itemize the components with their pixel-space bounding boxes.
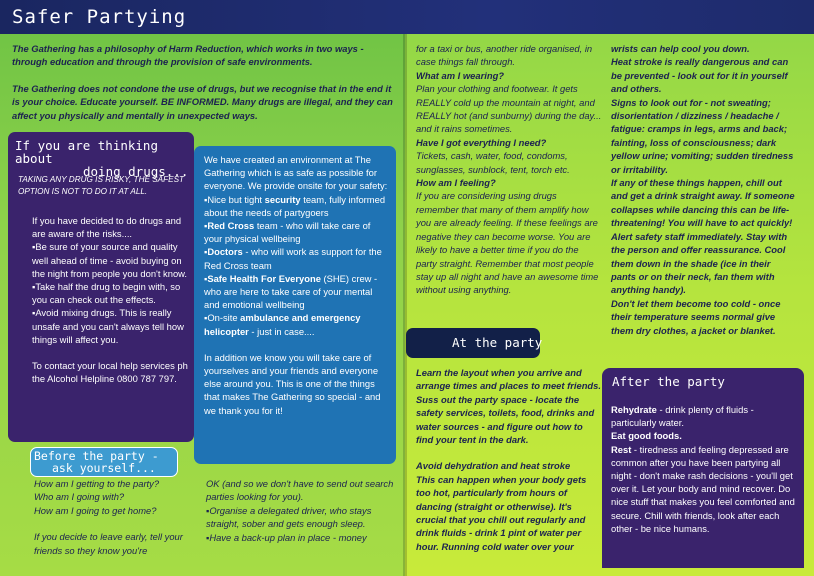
prep-p2: Tickets, cash, water, food, condoms, sunglasses, sunblock, tent, torch etc. bbox=[416, 150, 570, 175]
before-p1: If you decide to leave early, tell your friends so they know you're bbox=[34, 531, 183, 556]
intro-p2: The Gathering does not condone the use of drugs, but we recognise that in the end it is your choice. Educate yourself. BE INFORMED. Many drugs are illegal, and they can affect you physically and mentally in unexpected ways. bbox=[12, 82, 393, 121]
before-continued bbox=[206, 477, 396, 544]
intro-p1c: , which works in two ways - through education and through the provision of safe environments. bbox=[12, 43, 364, 68]
safety-s3a: ▪Doctors bbox=[204, 246, 243, 258]
at-layout-label: Learn the layout bbox=[416, 367, 489, 378]
at-layout-text: when you arrive and arrange times and places to meet friends. Suss out the party space - locate the safety services, toilets, food, drinks and water sources - and figure out how to find your tent in the dark. bbox=[416, 367, 601, 446]
at-text bbox=[416, 366, 602, 553]
intro-text bbox=[12, 42, 398, 122]
at-dehydration-label: Avoid dehydration and heat stroke bbox=[416, 460, 571, 472]
title-bar bbox=[0, 0, 814, 34]
heat-p4: Alert safety staff immediately. Stay with the person and offer reassurance. Cool them down in the shade (ice in their pants or on their neck, fan them with anything handy). bbox=[611, 230, 788, 296]
prep-p3: If you are considering using drugs remember that many of them amplify how you are already feeling. If these feelings are negative they can become worse. You are likely to have a better time if you do the party straight. Remember that most people stay up all night and have an awesome time without using anything. bbox=[416, 190, 599, 296]
before-q2: Who am I going with? bbox=[34, 491, 125, 503]
after-rehydrate-text: - drink plenty of fluids - particularly water. bbox=[611, 404, 754, 429]
heat-p2: - not sweating; disorientation / dizziness / headache / fatigue: cramps in legs, arms and back; fainting, loss of consciousness; dark yellow urine; vomiting; sudden tiredness or irritability. bbox=[611, 96, 794, 175]
heat-p0: wrists can help cool you down. bbox=[611, 43, 750, 54]
before-heading-1: Before the party - bbox=[34, 449, 159, 463]
safety-s4b: (SHE) crew - who are here to take care of your mental and emotional wellbeing bbox=[204, 272, 378, 311]
at-dehydration-end: Running cold water over your bbox=[438, 540, 574, 552]
page-fold bbox=[403, 0, 407, 576]
intro-p1a: The Gathering has a philosophy of bbox=[12, 43, 169, 54]
after-heading: After the party bbox=[612, 374, 725, 389]
prep-text bbox=[416, 42, 602, 297]
prep-h2: Have I got everything I need? bbox=[416, 136, 547, 148]
before-c1: OK (and so we don't have to send out search parties looking for you). bbox=[206, 478, 394, 503]
intro-harm-reduction: Harm Reduction bbox=[168, 43, 242, 54]
after-rehydrate-label: Rehydrate bbox=[611, 404, 657, 415]
safety-s3b: - who will work as support for the Red Cross team bbox=[204, 246, 382, 271]
heat-h1: Heat stroke bbox=[611, 56, 663, 68]
after-eat: Eat good foods. bbox=[611, 430, 682, 442]
before-q3: How am I going to get home? bbox=[34, 504, 157, 516]
thinking-bullet-2: ▪Take half the drug to begin with, so you can check out the effects. bbox=[32, 281, 181, 306]
safety-s5c: - just in case.... bbox=[248, 325, 315, 337]
thinking-p1: If you have decided to do drugs and are aware of the risks.... bbox=[32, 215, 182, 240]
heat-p3: If any of these things happen, chill out and get a drink straight away. If someone collapses while dancing this can be life-threatening! You will have to act quickly! bbox=[611, 177, 795, 229]
thinking-heading-2: doing drugs... bbox=[83, 164, 189, 179]
at-dehydration-text: This can happen when your body gets too hot, particularly from hours of dancing (straight or otherwise). It's crucial that you chill out regularly and drink fluids - bbox=[416, 473, 587, 539]
heat-p1: is really dangerous and can be prevented - look out for it in yourself and others. bbox=[611, 56, 789, 95]
at-heading: At the party bbox=[452, 335, 543, 350]
before-q1: How am I getting to the party? bbox=[34, 478, 160, 489]
safety-s2a: ▪Red Cross bbox=[204, 220, 255, 232]
prep-h1: What am I wearing? bbox=[416, 69, 505, 81]
safety-s2b: team - who will take care of your physical wellbeing bbox=[204, 220, 371, 245]
thinking-heading-1: If you are thinking about bbox=[15, 138, 158, 166]
safety-outro: In addition we know you will take care of yourselves and your friends and everyone else around you. This is one of the things that makes The Gathering so special - and we thank you for it! bbox=[204, 351, 381, 416]
safety-s5a: ▪On-site bbox=[204, 312, 241, 324]
safety-s1a: ▪Nice but tight bbox=[204, 193, 265, 205]
after-rest-label: Rest bbox=[611, 443, 632, 455]
prep-p1: Plan your clothing and footwear. It gets REALLY cold up the mountain at night, and REALLY hot (and sunburny) during the day... and it rains sometimes. bbox=[416, 83, 602, 135]
before-questions bbox=[34, 477, 198, 557]
heat-text bbox=[611, 42, 797, 337]
safety-s1b: security bbox=[264, 193, 301, 205]
safety-text bbox=[204, 153, 390, 417]
thinking-contact: To contact your local help services ph the Alcohol Helpline 0800 787 797. bbox=[32, 360, 188, 385]
safety-intro: We have created an environment at The Gathering which is as safe as possible for everyone. We provide onsite for your safety: bbox=[204, 154, 388, 192]
page-title: Safer Partying bbox=[12, 6, 187, 28]
safety-s1c: team, fully informed about the needs of partygoers bbox=[204, 193, 386, 218]
safety-s4a: ▪Safe Health For Everyone bbox=[204, 272, 321, 284]
before-c2: ▪Organise a delegated driver, who stays straight, sober and gets enough sleep. bbox=[206, 504, 372, 530]
after-rest-text: - tiredness and feeling depressed are common after you have been partying all night - don't make rash decisions - you'll get over it. Let your body and mind recover. Do nice stuff that makes you feel comforted and secure. Chill with friends, look after each other - be nice humans. bbox=[611, 443, 795, 534]
thinking-warning: TAKING ANY DRUG IS RISKY, THE SAFEST OPTION IS NOT TO DO IT AT ALL. bbox=[18, 175, 185, 196]
thinking-bullet-1: ▪Be sure of your source and quality well ahead of time - avoid buying on the night from people you don't know. bbox=[32, 241, 188, 279]
safety-s5b: ambulance and emergency helicopter bbox=[204, 312, 361, 337]
thinking-text bbox=[32, 214, 190, 385]
prep-h3: How am I feeling? bbox=[416, 177, 496, 189]
before-heading bbox=[34, 450, 174, 474]
before-c3: ▪Have a back-up plan in place - money bbox=[206, 531, 367, 543]
after-text bbox=[611, 403, 799, 535]
before-heading-2: ask yourself... bbox=[52, 461, 156, 475]
heat-p5: Don't let them become too cold - once their temperature seems normal give them dry clothes, a jacket or blanket. bbox=[611, 297, 781, 336]
thinking-bullet-3: ▪Avoid mixing drugs. This is really unsafe and you can't always tell how things will affect you. bbox=[32, 307, 184, 345]
thinking-heading bbox=[15, 139, 195, 178]
prep-p0: for a taxi or bus, another ride organised, in case things fall through. bbox=[416, 43, 593, 68]
at-water-rule: drink 1 pint of water per hour. bbox=[416, 527, 582, 552]
heat-h2: Signs to look out for bbox=[611, 96, 703, 108]
